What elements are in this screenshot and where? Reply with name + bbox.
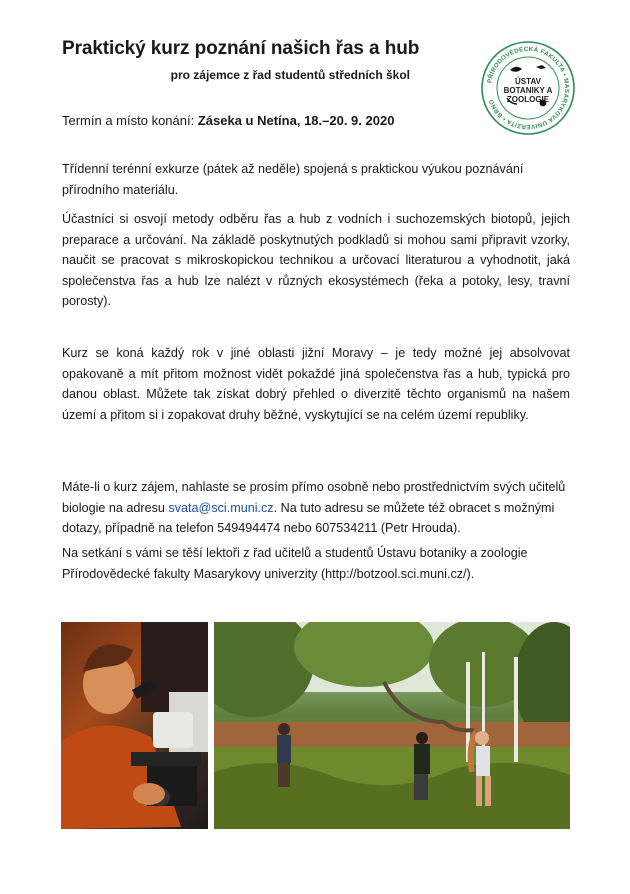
logo-line1: ÚSTAV: [515, 77, 541, 86]
email-link[interactable]: svata@sci.muni.cz: [168, 500, 274, 515]
page-subtitle: pro zájemce z řad studentů středních škol: [170, 68, 410, 82]
intro-paragraph: Třídenní terénní exkurze (pátek až neděle) spojená s praktickou výukou poznávání přírodního materiálu.: [62, 162, 524, 197]
leaf-icon: [510, 67, 522, 72]
term-label: Termín a místo konání:: [62, 113, 195, 128]
microscope-photo: [61, 622, 208, 829]
logo-ring-text: PŘÍRODOVĚDECKÁ FAKULTA • MASARYKOVA UNIVERZITA • BRNO: [486, 45, 571, 131]
contact-text-before: Máte-li o kurz zájem, nahlaste se prosím přímo osobně nebo prostřednictvím svých učitelů biologie na adresu: [62, 480, 566, 515]
bird-icon: [536, 65, 546, 69]
page-title: Praktický kurz poznání našich řas a hub: [62, 38, 420, 59]
term-line: [62, 113, 542, 128]
logo-line2: BOTANIKY A: [503, 86, 553, 95]
contact-text-after: . Na tuto adresu se můžete též obracet s možnými dotazy, případně na telefon 549494474 nebo 607534211 (Petr Hrouda).: [62, 500, 555, 535]
logo-line3: ZOOLOGIE: [506, 95, 550, 104]
closing-paragraph: Na setkání s vámi se těší lektoři z řad učitelů a studentů Ústavu botaniky a zoologie Přírodovědecké fakulty Masarykovy univerzity (http://botzool.sci.muni.cz/).: [62, 546, 528, 581]
contact-paragraph: [62, 477, 570, 539]
methods-paragraph: Účastníci si osvojí metody odběru řas a hub z vodních i suchozemských biotopů, jejich preparace a určování. Na základě poskytnutých podkladů si mohou sami připravit vzorky, naučit se pracovat s mikroskopickou technikou a určovací literaturou a vyhodnotit, jaká společenstva řas a hub lze nalézt v různých ekosystémech (řeka a potoky, lesy, travní porosty).: [62, 212, 570, 308]
term-value: Záseka u Netína, 18.–20. 9. 2020: [197, 113, 395, 128]
location-paragraph: Kurz se koná každý rok v jiné oblasti jižní Moravy – je tedy možné jej absolvovat opakovaně a mít přitom možnost vidět pokaždé jiná společenstva řas a hub, typická pro danou oblast. Můžete tak získat dobrý přehled o diverzitě těchto organismů na našem území a přitom si i zopakovat druhy běžné, vyskytující se na celém území republiky.: [62, 346, 570, 422]
field-excursion-photo: [214, 622, 570, 829]
